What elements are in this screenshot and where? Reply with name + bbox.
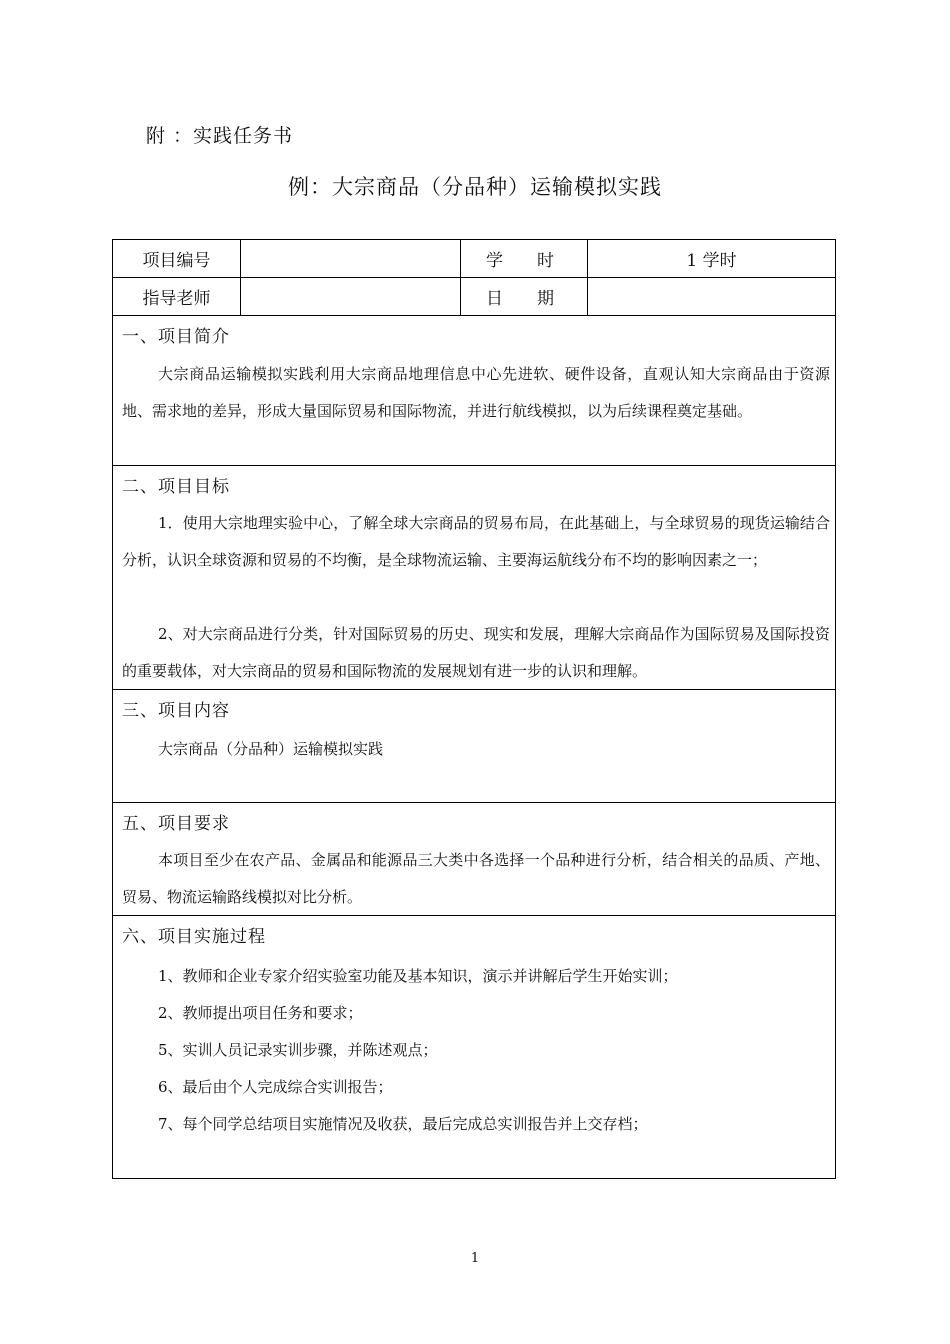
process-step: 2、教师提出项目任务和要求； — [158, 1004, 363, 1022]
info-row-1 — [113, 240, 835, 278]
teacher-label: 指导老师 — [142, 289, 211, 309]
section-content — [113, 690, 835, 803]
task-table — [112, 239, 836, 1179]
info-row-2 — [113, 278, 835, 316]
section-title: 三、项目内容 — [122, 701, 230, 721]
project-no-value — [241, 240, 467, 277]
hours-label: 学 时 — [486, 251, 554, 271]
section-paragraph: 2、对大宗商品进行分类，针对国际贸易的历史、现实和发展，理解大宗商品作为国际贸易及国际投资的重要载体，对大宗商品的贸易和国际物流的发展规划有进一步的认识和理解。 — [122, 625, 830, 680]
section-requirements — [113, 803, 835, 916]
section-line: 大宗商品（分品种）运输模拟实践 — [158, 740, 384, 758]
process-step: 6、最后由个人完成综合实训报告； — [158, 1078, 393, 1096]
date-label: 日 期 — [486, 289, 554, 309]
section-intro — [113, 316, 835, 466]
process-step: 1、教师和企业专家介绍实验室功能及基本知识，演示并讲解后学生开始实训； — [158, 967, 678, 985]
section-process — [113, 916, 835, 1178]
hours-value: 1 学时 — [686, 251, 737, 271]
project-no-label: 项目编号 — [142, 251, 211, 271]
section-objectives — [113, 466, 835, 690]
section-paragraph: 本项目至少在农产品、金属品和能源品三大类中各选择一个品种进行分析，结合相关的品质、产地、贸易、物流运输路线模拟对比分析。 — [122, 851, 830, 906]
section-title: 六、项目实施过程 — [122, 927, 266, 947]
section-title: 一、项目简介 — [122, 327, 230, 347]
teacher-value — [241, 278, 467, 315]
section-paragraph: 大宗商品运输模拟实践利用大宗商品地理信息中心先进软、硬件设备，直观认知大宗商品由于资源地、需求地的差异，形成大量国际贸易和国际物流，并进行航线模拟，以为后续课程奠定基础。 — [122, 365, 830, 420]
attachment-label: 附 ：实践任务书 — [146, 125, 294, 147]
document-title: 例：大宗商品（分品种）运输模拟实践 — [288, 175, 662, 199]
process-step: 5、实训人员记录实训步骤，并陈述观点； — [158, 1041, 438, 1059]
section-title: 五、项目要求 — [122, 814, 230, 834]
section-paragraph: 1．使用大宗地理实验中心，了解全球大宗商品的贸易布局，在此基础上，与全球贸易的现货运输结合分析，认识全球资源和贸易的不均衡，是全球物流运输、主要海运航线分布不均的影响因素之一； — [122, 514, 830, 569]
date-value — [588, 278, 835, 315]
page-number: 1 — [470, 1251, 480, 1266]
section-title: 二、项目目标 — [122, 477, 230, 497]
process-step: 7、每个同学总结项目实施情况及收获，最后完成总实训报告并上交存档； — [158, 1115, 648, 1133]
